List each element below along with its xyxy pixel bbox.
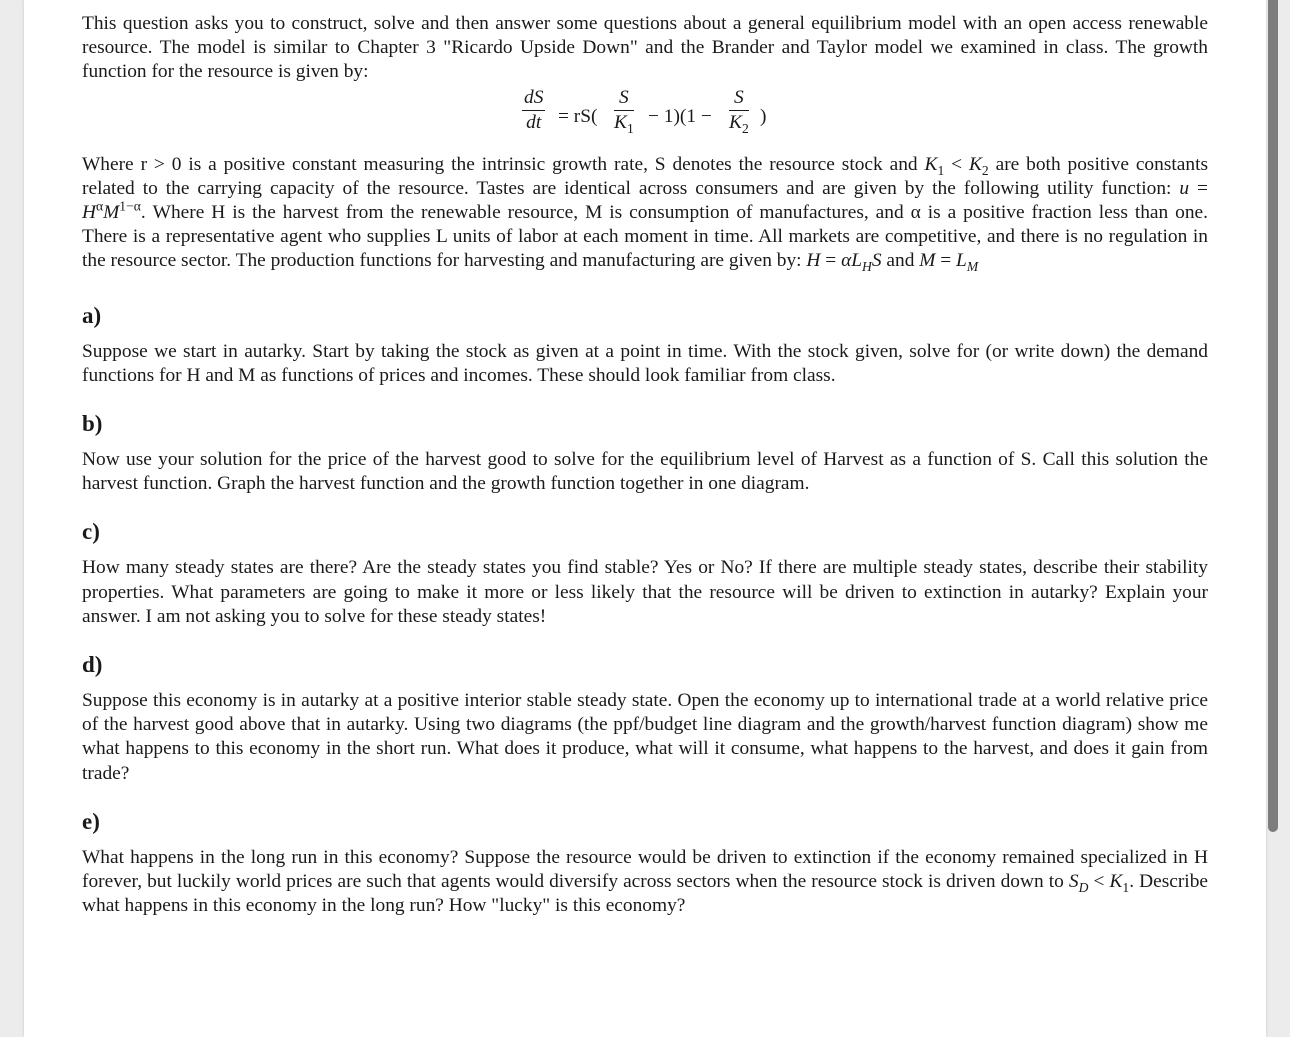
part-c-heading: c) xyxy=(82,519,100,545)
k1-sub: 1 xyxy=(937,162,945,178)
lhs-fraction xyxy=(522,86,545,135)
part-e-lt: < xyxy=(1088,871,1110,893)
part-a-text: Suppose we start in autarky. Start by taking the stock as given at a point in time. With the stock given, solve for (or write down) the demand functions for H and M as functions of prices and incomes. These should look familiar from class. xyxy=(82,340,1208,386)
prod-alpha-l: αL xyxy=(841,250,863,272)
utility-alpha: α xyxy=(96,198,104,214)
lt-symbol: < xyxy=(944,153,969,175)
model-text-3: . Where H is the harvest from the renewable resource, M is consumption of manufactures, and α is a positive fraction less than one. There is a representative agent who supplies L units of labor at each moment in time. All markets are competitive, and there is no regulation in the resource sector. The production functions for harvesting and manufacturing are given by: xyxy=(82,202,1208,272)
part-d-heading: d) xyxy=(82,652,103,678)
part-a-heading: a) xyxy=(82,302,102,328)
utility-m: M xyxy=(103,202,120,224)
frac2-denominator xyxy=(729,111,749,135)
frac1-numerator: S xyxy=(614,86,634,111)
frac-s-k1 xyxy=(614,86,634,135)
growth-equation xyxy=(82,88,1208,150)
model-text-2: are both positive constants related to the carrying capacity of the resource. Tastes are identical across consumers and are given by the following utility function: xyxy=(82,153,1208,199)
frac1-k: K xyxy=(614,111,627,133)
document-content xyxy=(82,12,1208,918)
prod-m: M xyxy=(919,250,936,272)
lhs-numerator: dS xyxy=(522,86,545,111)
frac-s-k2 xyxy=(729,86,749,135)
part-b-heading: b) xyxy=(82,411,103,437)
frac1-sub: 1 xyxy=(626,120,634,136)
frac2-k: K xyxy=(729,111,742,133)
model-text-1: Where r > 0 is a positive constant measuring the intrinsic growth rate, S denotes the resource stock and xyxy=(82,153,925,175)
intro-paragraph: This question asks you to construct, solve and then answer some questions about a general equilibrium model with an open access renewable resource. The model is similar to Chapter 3 "Ricardo Upside Down" and the Brander and Taylor model we examined in class. The growth function for the resource is given by: xyxy=(82,13,1208,83)
part-c-text: How many steady states are there? Are the steady states you find stable? Yes or No? If there are multiple steady states, describe their stability properties. What parameters are going to make it more or less likely that the resource will be driven to extinction in autarky? Explain your answer. I am not asking you to solve for these steady states! xyxy=(82,557,1208,627)
equation-mid: − 1)(1 − xyxy=(648,105,712,127)
prod-h-sub: H xyxy=(862,259,872,275)
model-paragraph xyxy=(82,153,1208,274)
frac2-numerator: S xyxy=(729,86,749,111)
prod-s: S xyxy=(871,250,882,272)
lhs-denominator: dt xyxy=(526,111,542,133)
frac1-denominator xyxy=(614,111,634,135)
part-e-k1: K xyxy=(1109,871,1123,893)
prod-l: L xyxy=(956,250,967,272)
utility-eq: = xyxy=(1189,177,1208,199)
part-e-text-b: . Describe what happens in this economy in the long run? How "lucky" is this economy? xyxy=(82,871,1209,917)
sd-sub: D xyxy=(1078,879,1089,895)
vertical-scrollbar[interactable] xyxy=(1268,0,1278,832)
k2-symbol: K xyxy=(968,153,982,175)
sd-symbol: S xyxy=(1068,871,1079,893)
prod-eq2: = xyxy=(935,250,957,272)
utility-one-minus-alpha: 1−α xyxy=(119,198,141,214)
utility-h: H xyxy=(82,202,97,224)
document-page xyxy=(24,0,1266,1037)
prod-and: and xyxy=(881,250,920,272)
part-e-text-a: What happens in the long run in this economy? Suppose the resource would be driven to extinction if the economy remained specialized in H forever, but luckily world prices are such that agents would diversify across sectors when the resource stock is driven down to xyxy=(82,846,1208,893)
k2-sub: 2 xyxy=(981,162,989,178)
part-b-text: Now use your solution for the price of the harvest good to solve for the equilibrium level of Harvest as a function of S. Call this solution the harvest function. Graph the harvest function and the growth function together in one diagram. xyxy=(82,449,1208,495)
frac2-sub: 2 xyxy=(741,120,749,136)
part-e-heading: e) xyxy=(82,808,100,834)
part-d-text: Suppose this economy is in autarky at a positive interior stable steady state. Open the economy up to international trade at a world relative price of the harvest good above that in autarky. Using two diagrams (the ppf/budget line diagram and the growth/harvest function diagram) show me what happens to this economy in the short run. What does it produce, what will it consume, what happens to the harvest, and does it gain from trade? xyxy=(82,690,1208,784)
part-e-k1-sub: 1 xyxy=(1122,879,1130,895)
part-e-text xyxy=(82,846,1208,919)
equation-end: ) xyxy=(760,105,767,127)
utility-u: u xyxy=(1179,177,1190,199)
k1-symbol: K xyxy=(924,153,938,175)
prod-m-sub: M xyxy=(966,259,979,275)
prod-eq: = xyxy=(820,250,842,272)
prod-h: H xyxy=(806,250,821,272)
equation-eq: = rS( xyxy=(558,105,598,127)
